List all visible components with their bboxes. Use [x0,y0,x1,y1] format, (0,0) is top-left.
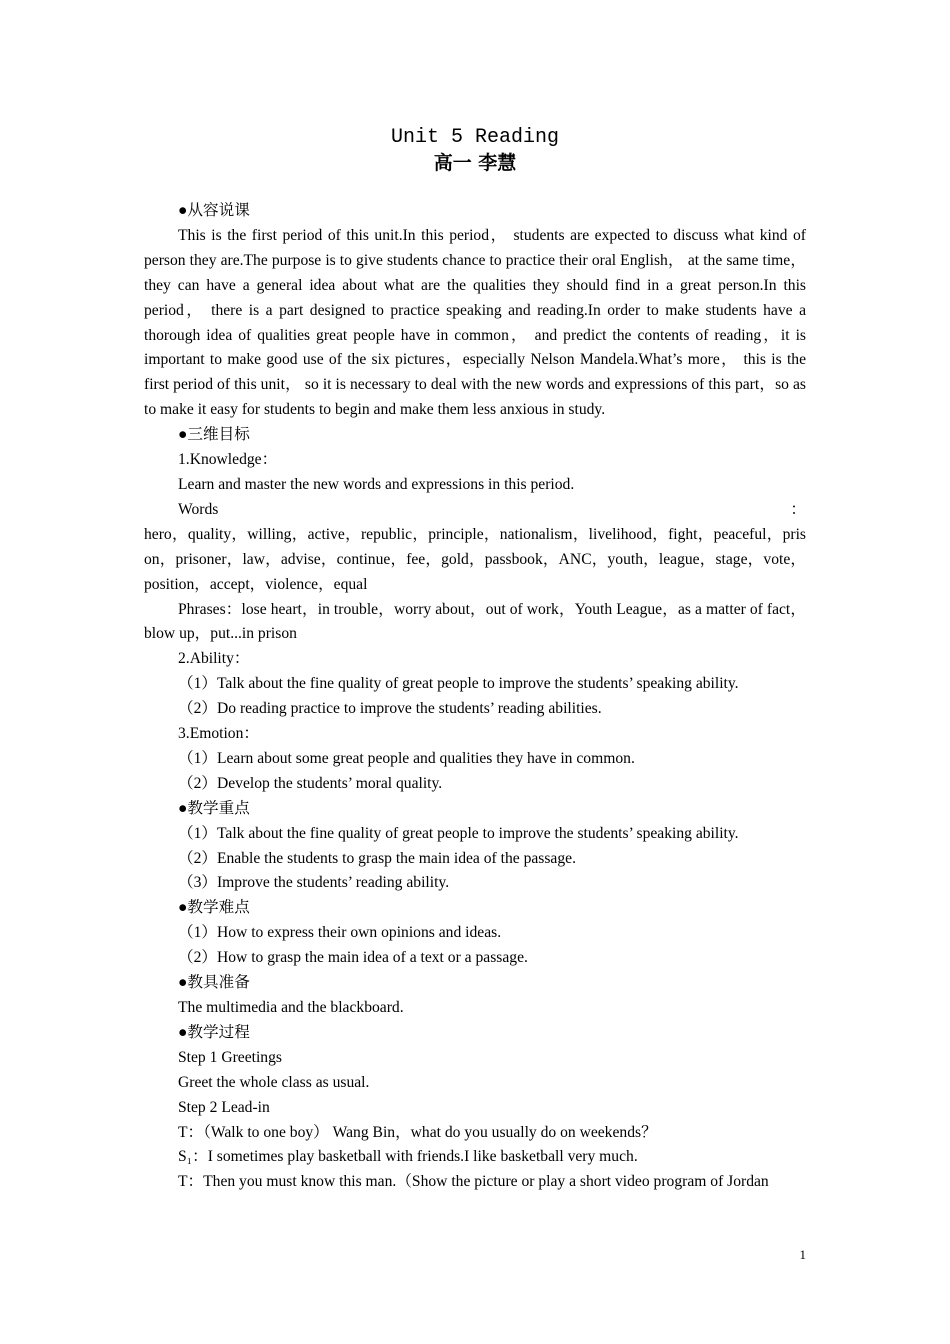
section-heading: ●三维目标 [178,426,250,444]
section-heading: ●教学难点 [178,899,250,917]
body-line: Greet the whole class as usual. [178,1073,370,1091]
words-colon: ： [790,500,806,518]
subsection-heading: 1.Knowledge： [178,451,278,469]
section-heading: ●教学过程 [178,1023,250,1041]
dialogue-line: T：Then you must know this man.（Show the picture or play a short video program of Jordan [178,1173,769,1191]
dialogue-line: S₁：I sometimes play basketball with friends.I like basketball very much. [178,1148,638,1166]
subsection-heading: 3.Emotion： [178,725,259,743]
page-number: 1 [799,1247,806,1262]
list-item: （1）How to express their own opinions and ideas. [178,924,502,942]
phrases-list: Phrases：lose heart，in trouble，worry about，out of work，Youth League，as a matter of fact，blow up，put...in prison [144,600,806,643]
body-line: Learn and master the new words and expressions in this period. [178,475,575,493]
section-heading: ●教具准备 [178,974,250,992]
list-item: （2）Develop the students’ moral quality. [178,774,443,792]
document-title: Unit 5 Reading [390,126,560,149]
document-subtitle: 高一 李慧 [433,152,517,174]
section-heading: ●教学重点 [178,799,250,817]
dialogue-line: T：（Walk to one boy） Wang Bin，what do you usually do on weekends？ [178,1123,657,1141]
document-body [144,199,806,1195]
list-item: （1）Talk about the fine quality of great people to improve the students’ speaking ability. [178,675,739,693]
body-line: The multimedia and the blackboard. [178,999,404,1016]
list-item: （3）Improve the students’ reading ability. [178,874,450,892]
words-list: hero，quality，willing，active，republic，principle，nationalism，livelihood，fight，peaceful，prison，prisoner，law，advise，continue，fee，gold，passbook，ANC，youth，league，stage，vote，position，accept，violence，equal [144,525,806,593]
list-item: （1）Learn about some great people and qualities they have in common. [178,749,635,767]
body-paragraph: This is the first period of this unit.In this period， students are expected to discuss what kind of person they are.The purpose is to give students chance to practice their oral English， at the same time， they can have a general idea about what are the qualities they should find in a great person.In this period， there is a part designed to practice speaking and reading.In order to make students have a thorough idea of qualities great people have in common， and predict the contents of reading，it is important to make good use of the six pictures，especially Nelson Mandela.What’s more， this is the first period of this unit， so it is necessary to deal with the new words and expressions of this part，so as to make it easy for students to begin and make them less anxious in study. [144,226,806,419]
section-heading: ●从容说课 [178,202,250,219]
list-item: （2）Enable the students to grasp the main idea of the passage. [178,849,576,867]
list-item: （2）How to grasp the main idea of a text or a passage. [178,949,528,967]
words-label: Words [178,500,219,518]
words-heading [144,498,806,523]
list-item: （2）Do reading practice to improve the students’ reading abilities. [178,700,602,718]
step-heading: Step 2 Lead-in [178,1098,270,1116]
subsection-heading: 2.Ability： [178,650,250,668]
list-item: （1）Talk about the fine quality of great people to improve the students’ speaking ability. [178,824,739,842]
step-heading: Step 1 Greetings [178,1048,282,1066]
